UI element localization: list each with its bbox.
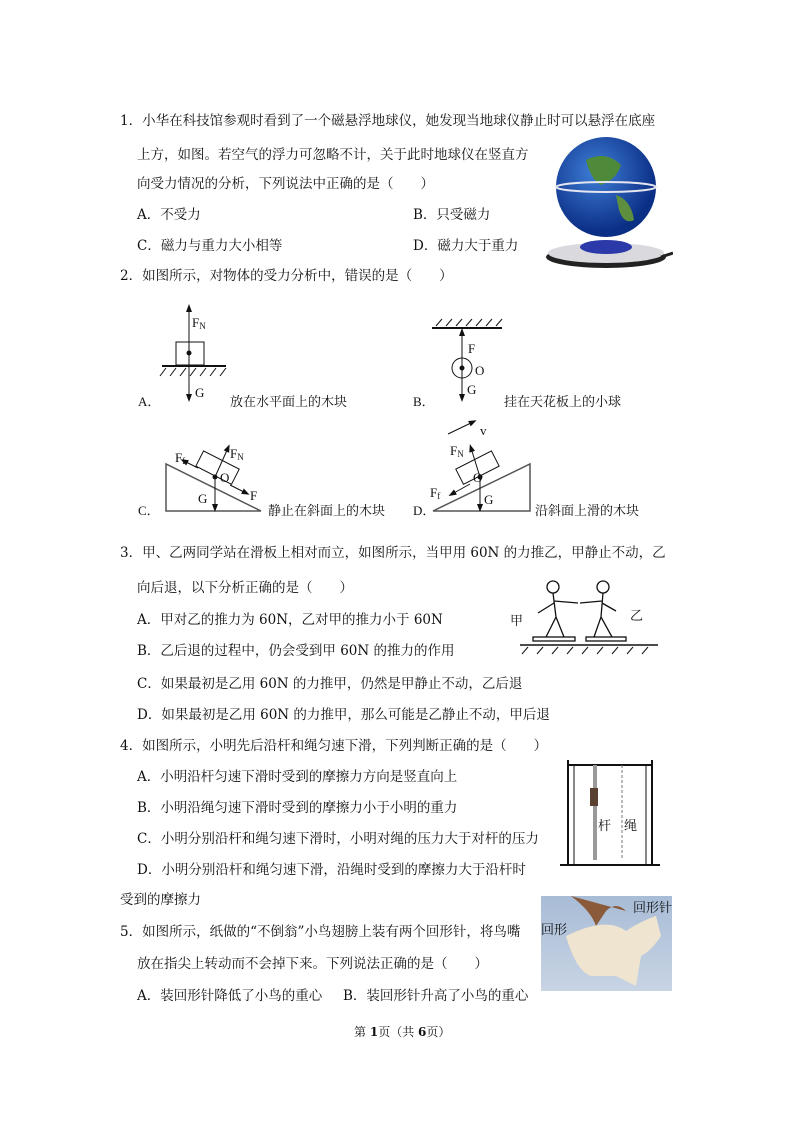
option-a-letter: A．	[138, 394, 161, 409]
q4-option-b: B．小明沿绳匀速下滑时受到的摩擦力小于小明的重力	[137, 800, 458, 816]
pole-and-rope-figure	[560, 760, 660, 870]
label-o-d: O	[473, 470, 483, 485]
q5-option-a: A．装回形针降低了小鸟的重心	[137, 988, 323, 1004]
label-f-c: F	[250, 488, 258, 503]
option-c-letter: C．	[138, 503, 160, 518]
label-clip1: 回形针	[633, 900, 672, 915]
q3-stem-line2: 向后退，以下分析正确的是（ ）	[137, 580, 353, 596]
label-fn-d: FN	[450, 443, 464, 459]
q4-option-d-cont: 受到的摩擦力	[120, 892, 201, 908]
q1-option-b: B．只受磁力	[413, 207, 491, 223]
q4-option-c: C．小明分别沿杆和绳匀速下滑时，小明对绳的压力大于对杆的压力	[137, 831, 539, 847]
diagram-a-block-on-floor	[160, 308, 226, 400]
option-b-caption: 挂在天花板上的小球	[504, 394, 622, 409]
q2-force-diagrams	[130, 300, 670, 530]
option-c-caption: 静止在斜面上的木块	[268, 503, 386, 518]
q1-stem-line3: 向受力情况的分析，下列说法中正确的是（ ）	[137, 176, 434, 192]
option-d-caption: 沿斜面上滑的木块	[535, 503, 640, 518]
q5-stem-line1: 5．如图所示，纸做的“不倒翁”小鸟翅膀上装有两个回形针，将鸟嘴	[120, 924, 521, 940]
label-g-a: G	[195, 385, 205, 400]
q1-option-d: D．磁力大于重力	[413, 238, 519, 254]
label-v-d: v	[480, 423, 487, 438]
label-g-c: G	[198, 491, 208, 506]
q1-stem-line2: 上方，如图。若空气的浮力可忽略不计，关于此时地球仪在竖直方	[137, 147, 529, 163]
label-yi: 乙	[630, 608, 644, 623]
q3-option-b: B．乙后退的过程中，仍会受到甲 60N 的推力的作用	[137, 643, 455, 659]
q2-stem: 2．如图所示，对物体的受力分析中，错误的是（ ）	[120, 268, 453, 284]
label-sheng: 绳	[624, 818, 638, 833]
q5-option-b: B．装回形针升高了小鸟的重心	[343, 988, 529, 1004]
q1-option-a: A．不受力	[137, 207, 201, 223]
q5-stem-line2: 放在指尖上转动而不会掉下来。下列说法正确的是（ ）	[137, 956, 488, 972]
option-a-caption: 放在水平面上的木块	[230, 394, 348, 409]
label-o-b: O	[475, 363, 485, 378]
diagram-c-block-on-incline	[166, 446, 261, 511]
label-jia: 甲	[510, 613, 524, 628]
q4-option-a: A．小明沿杆匀速下滑时受到的摩擦力方向是竖直向上	[137, 769, 458, 785]
q3-option-a: A．甲对乙的推力为 60N，乙对甲的推力小于 60N	[137, 612, 443, 628]
q4-option-d: D．小明分别沿杆和绳匀速下滑，沿绳时受到的摩擦力大于沿杆时	[137, 862, 526, 878]
q3-stem-line1: 3．甲、乙两同学站在滑板上相对而立，如图所示，当甲用 60N 的力推乙，甲静止不动，乙	[120, 545, 666, 561]
paper-bird-image	[541, 896, 672, 991]
q3-option-c: C．如果最初是乙用 60N 的力推甲，仍然是甲静止不动，乙后退	[137, 676, 523, 692]
q4-stem: 4．如图所示，小明先后沿杆和绳匀速下滑，下列判断正确的是（ ）	[120, 738, 548, 754]
label-g-b: G	[467, 382, 477, 397]
label-g-d: G	[484, 492, 494, 507]
q3-option-d: D．如果最初是乙用 60N 的力推甲，那么可能是乙静止不动，甲后退	[137, 707, 550, 723]
diagram-b-ball-on-ceiling	[432, 319, 502, 398]
label-o-c: O	[220, 470, 230, 485]
label-clip2: 回形	[541, 922, 568, 937]
option-b-letter: B．	[413, 394, 435, 409]
label-fn-c: FN	[230, 446, 244, 462]
levitating-globe-image	[546, 135, 673, 270]
q1-option-c: C．磁力与重力大小相等	[137, 238, 283, 254]
diagram-d-block-sliding-up	[430, 422, 530, 511]
skateboard-push-figure	[508, 575, 663, 657]
page-footer: 第 1页（共 6页）	[354, 1025, 451, 1039]
label-ff-c: Ff	[175, 450, 186, 466]
label-fn-a: FN	[192, 315, 206, 331]
label-gan: 杆	[598, 818, 612, 833]
q1-stem-line1: 1．小华在科技馆参观时看到了一个磁悬浮地球仪，她发现当地球仪静止时可以悬浮在底座	[120, 113, 656, 129]
option-d-letter: D．	[413, 503, 436, 518]
label-ff-d: Ff	[430, 485, 441, 501]
label-f-b: F	[468, 341, 476, 356]
